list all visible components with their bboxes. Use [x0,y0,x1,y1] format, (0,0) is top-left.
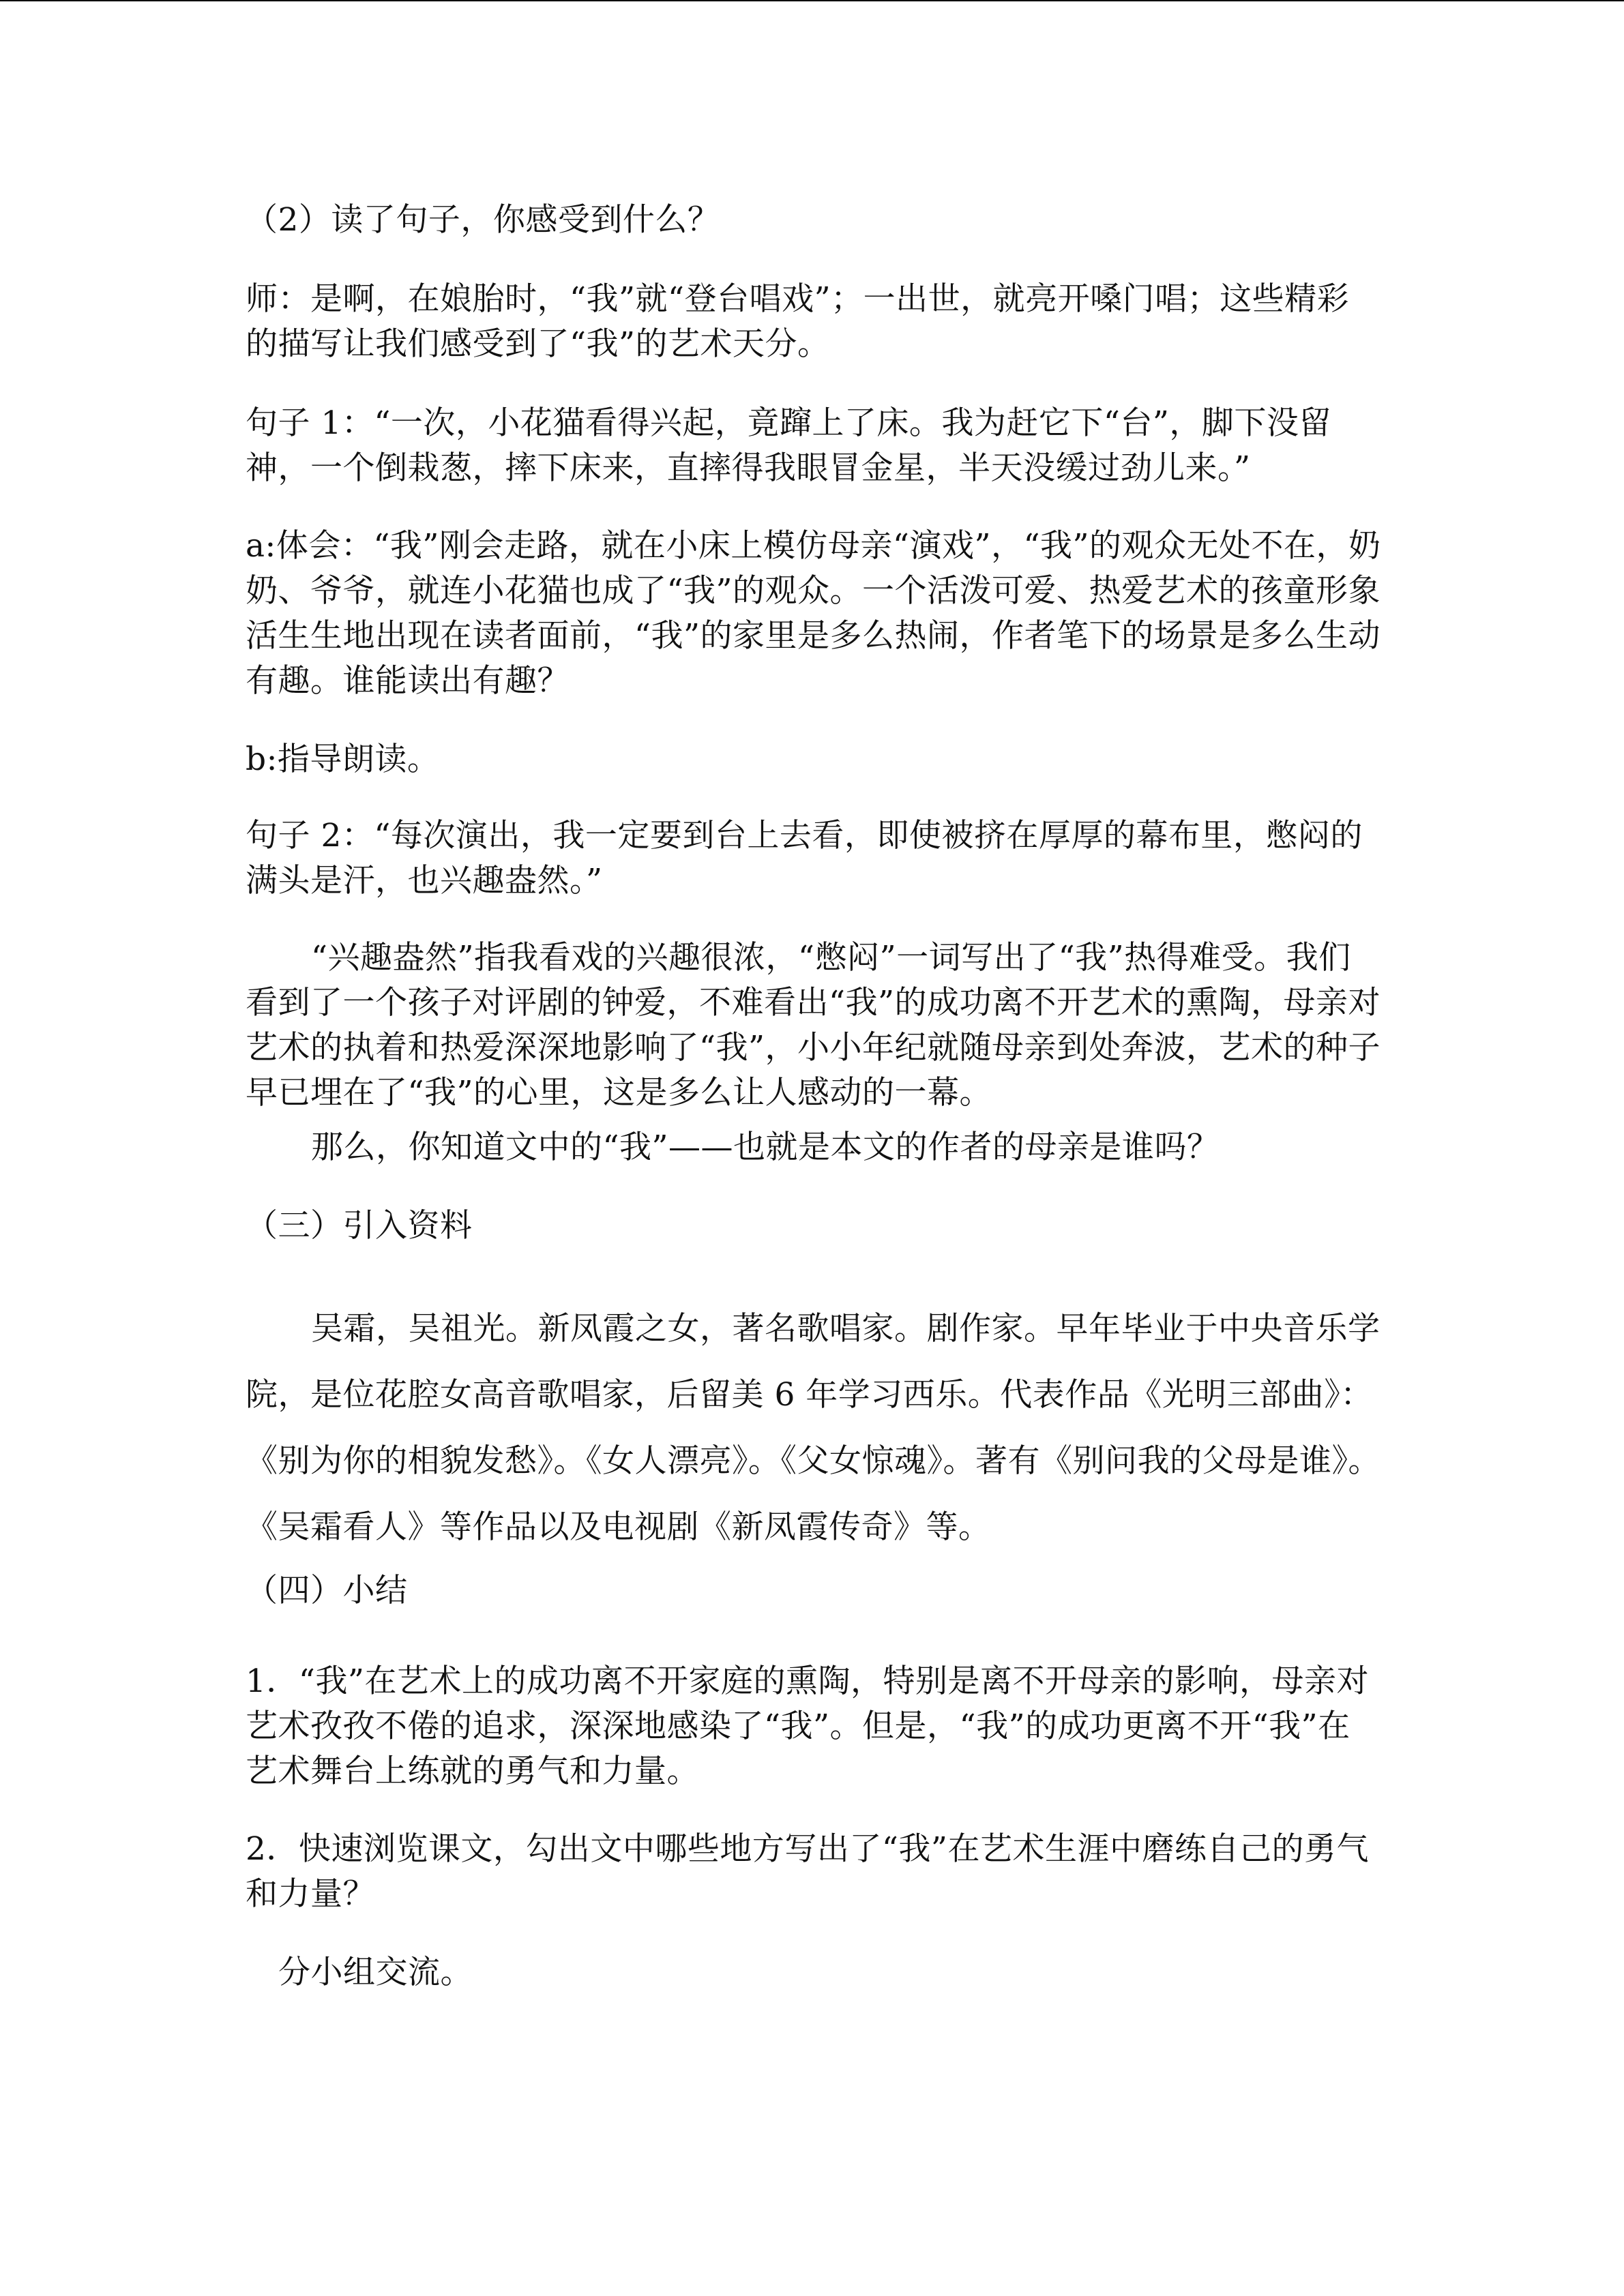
comprehension-a-paragraph: a:体会：“我”刚会走路，就在小床上模仿母亲“演戏”，“我”的观众无处不在，奶奶、爷爷，就连小花猫也成了“我”的观众。一个活泼可爱、热爱艺术的孩童形象活生生地出现在读者面前，“我”的家里是多么热闹，作者笔下的场景是多么生动有趣。谁能读出有趣？ [246,527,1381,700]
guided-reading-b-paragraph: b:指导朗读。 [246,741,440,778]
question-2-heading: （2）读了句子，你感受到什么？ [246,201,720,239]
section-3-heading: （三）引入资料 [246,1207,473,1244]
sentence-1-paragraph: 句子 1：“一次，小花猫看得兴起，竟蹿上了床。我为赶它下“台”，脚下没留神，一个倒栽葱，摔下床来，直摔得我眼冒金星，半天没缓过劲儿来。” [246,404,1331,487]
summary-point-1: 1．“我”在艺术上的成功离不开家庭的熏陶，特别是离不开母亲的影响，母亲对艺术孜孜不倦的追求，深深地感染了“我”。但是，“我”的成功更离不开“我”在艺术舞台上练就的勇气和力量。 [246,1663,1369,1790]
teacher-remark-paragraph: 师：是啊，在娘胎时，“我”就“登台唱戏”；一出世，就亮开嗓门唱；这些精彩的描写让我们感受到了“我”的艺术天分。 [246,280,1350,363]
section-4-heading: （四）小结 [246,1572,408,1609]
author-mother-question: 那么，你知道文中的“我”——也就是本文的作者的母亲是谁吗？ [311,1129,1220,1166]
sentence-2-paragraph: 句子 2：“每次演出，我一定要到台上去看，即使被挤在厚厚的幕布里，憋闷的满头是汗，也兴趣盎然。” [246,817,1363,899]
interest-analysis-paragraph: “兴趣盎然”指我看戏的兴趣很浓，“憋闷”一词写出了“我”热得难受。我们看到了一个孩子对评剧的钟爱，不难看出“我”的成功离不开艺术的熏陶，母亲对艺术的执着和热爱深深地影响了“我”，小小年纪就随母亲到处奔波，艺术的种子早已埋在了“我”的心里，这是多么让人感动的一幕。 [246,939,1381,1112]
group-discussion-line: 分小组交流。 [278,1954,473,1991]
reference-material-paragraph: 吴霜，吴祖光。新凤霞之女，著名歌唱家。剧作家。早年毕业于中央音乐学院，是位花腔女高音歌唱家，后留美 6 年学习西乐。代表作品《光明三部曲》：《别为你的相貌发愁》。《女人漂亮》。《父女惊魂》。著有《别问我的父母是谁》。《吴霜看人》等作品以及电视剧《新凤霞传奇》等。 [246,1310,1381,1546]
summary-point-2: 2．快速浏览课文，勾出文中哪些地方写出了“我”在艺术生涯中磨练自己的勇气和力量？ [246,1830,1369,1913]
